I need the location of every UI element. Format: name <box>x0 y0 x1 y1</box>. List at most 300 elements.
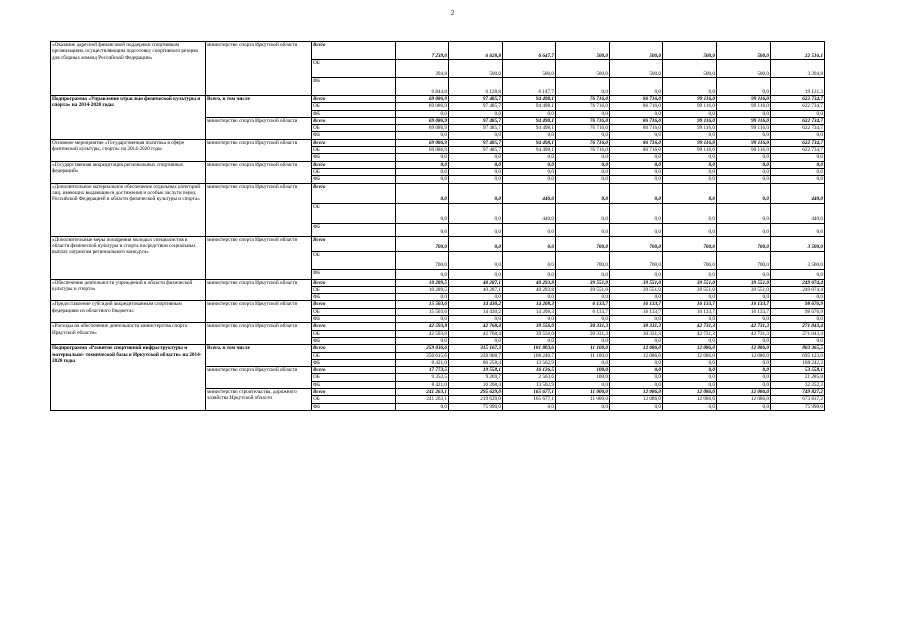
amount-cell: 0,0 <box>663 359 717 366</box>
amount-cell: 39 551,0 <box>610 286 663 293</box>
amount-cell: 6 628,8 <box>449 42 503 60</box>
amount-cell: 99 116,0 <box>663 125 717 132</box>
amount-cell: 30 331,3 <box>556 330 610 337</box>
amount-cell: 0,0 <box>610 223 663 236</box>
amount-cell: 0,0 <box>717 337 771 344</box>
funding-source: Всего <box>312 96 396 103</box>
amount-cell: 39 551,0 <box>717 279 771 286</box>
amount-cell: 0,0 <box>556 168 610 175</box>
amount-cell: 97 485,7 <box>449 147 503 154</box>
amount-cell: 15 503,6 <box>396 301 449 308</box>
amount-cell: 0,0 <box>771 161 825 168</box>
funding-source: ФБ <box>312 316 396 323</box>
amount-cell: 0,0 <box>717 110 771 117</box>
amount-cell: 0,0 <box>663 176 717 183</box>
amount-cell: 94 498,1 <box>503 117 556 124</box>
amount-cell: 0,0 <box>663 367 717 374</box>
amount-cell: 0,0 <box>663 183 717 203</box>
executor: министерство спорта Иркутской области <box>206 236 312 279</box>
amount-cell: 0,0 <box>396 337 449 344</box>
amount-cell: 622 734,7 <box>771 103 825 110</box>
amount-cell: 39 551,0 <box>556 279 610 286</box>
amount-cell: 7 239,0 <box>396 42 449 60</box>
amount-cell: 12 086,0 <box>717 352 771 359</box>
amount-cell: 0,0 <box>556 161 610 168</box>
amount-cell: 700,0 <box>556 251 610 269</box>
amount-cell: 0,0 <box>771 132 825 139</box>
amount-cell: 6 133,7 <box>556 301 610 308</box>
amount-cell: 12 086,0 <box>610 389 663 396</box>
amount-cell: 97 485,7 <box>449 96 503 103</box>
amount-cell: 0,0 <box>556 269 610 279</box>
amount-cell: 0,0 <box>503 154 556 161</box>
amount-cell: 21 285,8 <box>771 374 825 381</box>
amount-cell: 69 086,9 <box>396 139 449 146</box>
amount-cell: 0,0 <box>717 381 771 388</box>
amount-cell: 16 133,7 <box>610 308 663 315</box>
amount-cell: 0,0 <box>396 132 449 139</box>
budget-table <box>50 41 825 411</box>
amount-cell: 249 074,4 <box>771 279 825 286</box>
row-name: «Дополнительное материальное обеспечение отдельных категорий лиц, имеющих выдающиеся достижения и особые заслуги перед Российской Федерацией в области физической культуры и спорта» <box>51 183 206 236</box>
amount-cell: 0,0 <box>717 403 771 410</box>
funding-source: ФБ <box>312 337 396 344</box>
amount-cell: 42 731,3 <box>717 330 771 337</box>
amount-cell: 40 287,1 <box>449 286 503 293</box>
executor: министерство спорта Иркутской области <box>206 183 312 236</box>
amount-cell: 700,0 <box>610 236 663 251</box>
funding-source: ОБ <box>312 352 396 359</box>
executor: Всего, в том числе <box>206 345 312 367</box>
amount-cell: 32 252,3 <box>771 381 825 388</box>
row-name: «Оказание адресной финансовой поддержки спортивным организациям, осуществляющим подготовку спортивного резерва для сборных команд Российской Федерации» <box>51 42 206 96</box>
amount-cell: 42 593,8 <box>396 323 449 330</box>
funding-source: ФБ <box>312 132 396 139</box>
row-name: «Предоставление субсидий аккредитованным спортивным федерациям из областного бюджета» <box>51 301 206 323</box>
funding-source: Всего <box>312 389 396 396</box>
amount-cell: 15 503,6 <box>396 308 449 315</box>
amount-cell: 22 516,1 <box>771 42 825 60</box>
funding-source: Всего <box>312 139 396 146</box>
amount-cell: 700,0 <box>396 251 449 269</box>
amount-cell: 39 551,0 <box>663 279 717 286</box>
funding-source: ФБ <box>312 110 396 117</box>
amount-cell: 16 133,7 <box>717 301 771 308</box>
funding-source: ФБ <box>312 403 396 410</box>
amount-cell: 19 121,3 <box>771 78 825 96</box>
amount-cell: 0,0 <box>556 183 610 203</box>
amount-cell: 0,0 <box>717 359 771 366</box>
amount-cell: 0,0 <box>610 381 663 388</box>
amount-cell: 0,0 <box>717 78 771 96</box>
amount-cell: 86 716,0 <box>610 125 663 132</box>
amount-cell: 0,0 <box>717 203 771 223</box>
amount-cell: 0,0 <box>610 337 663 344</box>
table-row <box>51 42 825 60</box>
executor: министерство спорта Иркутской области <box>206 279 312 301</box>
amount-cell: 295 629,0 <box>449 389 503 396</box>
amount-cell: 0,0 <box>610 374 663 381</box>
amount-cell: 500,0 <box>717 42 771 60</box>
amount-cell: 69 086,9 <box>396 117 449 124</box>
amount-cell: 11 100,0 <box>556 352 610 359</box>
amount-cell: 42 731,3 <box>663 323 717 330</box>
amount-cell: 86 716,0 <box>610 139 663 146</box>
amount-cell: 99 116,0 <box>663 139 717 146</box>
amount-cell: 94 498,1 <box>503 96 556 103</box>
amount-cell: 6 844,8 <box>396 78 449 96</box>
amount-cell: 249 074,4 <box>771 286 825 293</box>
table-row <box>51 183 825 203</box>
amount-cell: 12 086,0 <box>610 345 663 352</box>
amount-cell: 228 908,7 <box>449 352 503 359</box>
funding-source: ОБ <box>312 286 396 293</box>
amount-cell: 76 716,0 <box>556 125 610 132</box>
amount-cell: 100,0 <box>556 374 610 381</box>
amount-cell: 0,0 <box>717 132 771 139</box>
amount-cell: 440,0 <box>503 203 556 223</box>
amount-cell: 13 562,9 <box>503 381 556 388</box>
amount-cell: 0,0 <box>503 294 556 301</box>
amount-cell: 500,0 <box>663 60 717 78</box>
amount-cell: 30 331,3 <box>556 323 610 330</box>
amount-cell: 75 990,0 <box>771 403 825 410</box>
amount-cell: 42 768,4 <box>449 330 503 337</box>
amount-cell: 0,0 <box>503 251 556 269</box>
row-name: Подпрограмма «Управление отраслью физической культуры и спорта» на 2014-2020 годы <box>51 96 206 140</box>
amount-cell: 0,0 <box>556 110 610 117</box>
amount-cell: 0,0 <box>396 183 449 203</box>
executor: министерство спорта Иркутской области <box>206 367 312 389</box>
amount-cell: 700,0 <box>663 236 717 251</box>
amount-cell: 0,0 <box>610 269 663 279</box>
amount-cell: 0,0 <box>663 154 717 161</box>
row-name: «Дополнительные меры поощрения молодых специалистов в области физической культуры и спорта посредством социальных выплат лауреатам регионального конкурса» <box>51 236 206 279</box>
amount-cell: 0,0 <box>396 316 449 323</box>
amount-cell: 75 990,0 <box>449 403 503 410</box>
amount-cell: 700,0 <box>663 251 717 269</box>
amount-cell: 6 647,7 <box>503 42 556 60</box>
amount-cell: 271 043,4 <box>771 330 825 337</box>
table-row <box>51 139 825 146</box>
amount-cell: 14 430,2 <box>449 301 503 308</box>
amount-cell: 0,0 <box>663 110 717 117</box>
amount-cell: 0,0 <box>610 183 663 203</box>
funding-source: ФБ <box>312 269 396 279</box>
amount-cell: 0,0 <box>503 223 556 236</box>
amount-cell: 0,0 <box>449 161 503 168</box>
amount-cell: 700,0 <box>396 236 449 251</box>
amount-cell: 500,0 <box>663 42 717 60</box>
amount-cell: 0,0 <box>771 223 825 236</box>
amount-cell: 241 263,1 <box>396 396 449 403</box>
amount-cell: 3 394,8 <box>771 60 825 78</box>
amount-cell: 39 551,0 <box>610 279 663 286</box>
amount-cell: 0,0 <box>610 359 663 366</box>
amount-cell: 165 677,1 <box>503 396 556 403</box>
amount-cell: 500,0 <box>556 60 610 78</box>
funding-source: ФБ <box>312 78 396 96</box>
amount-cell: 0,0 <box>717 161 771 168</box>
amount-cell: 10 289,5 <box>396 279 449 286</box>
amount-cell: 0,0 <box>771 269 825 279</box>
amount-cell: 0,0 <box>610 132 663 139</box>
amount-cell: 0,0 <box>396 154 449 161</box>
amount-cell: 0,0 <box>556 337 610 344</box>
amount-cell: 500,0 <box>717 60 771 78</box>
amount-cell: 97 485,7 <box>449 125 503 132</box>
amount-cell: 97 485,7 <box>449 139 503 146</box>
table-row <box>51 161 825 168</box>
amount-cell: 0,0 <box>717 176 771 183</box>
amount-cell: 69 086,9 <box>396 147 449 154</box>
funding-source: ФБ <box>312 359 396 366</box>
amount-cell: 3 500,0 <box>771 251 825 269</box>
amount-cell: 14 430,2 <box>449 308 503 315</box>
amount-cell: 98 676,9 <box>771 308 825 315</box>
funding-source: ОБ <box>312 125 396 132</box>
amount-cell: 0,0 <box>717 316 771 323</box>
amount-cell: 99 116,0 <box>717 147 771 154</box>
amount-cell: 39 551,0 <box>717 286 771 293</box>
amount-cell: 40 293,8 <box>503 286 556 293</box>
row-name: «Государственная аккредитация региональных спортивных федераций» <box>51 161 206 183</box>
amount-cell: 94 498,1 <box>503 125 556 132</box>
amount-cell: 0,0 <box>556 176 610 183</box>
amount-cell: 0,0 <box>556 294 610 301</box>
amount-cell: 42 593,8 <box>396 330 449 337</box>
amount-cell: 0,0 <box>449 168 503 175</box>
amount-cell: 42 731,3 <box>717 323 771 330</box>
amount-cell: 30 331,3 <box>610 330 663 337</box>
amount-cell: 271 043,4 <box>771 323 825 330</box>
amount-cell: 16 133,7 <box>663 308 717 315</box>
executor: министерство спорта Иркутской области <box>206 323 312 345</box>
amount-cell: 0,0 <box>449 236 503 251</box>
amount-cell: 803 365,5 <box>771 345 825 352</box>
table-row <box>51 236 825 251</box>
funding-source: ФБ <box>312 154 396 161</box>
amount-cell: 30 331,3 <box>610 323 663 330</box>
funding-source: ОБ <box>312 168 396 175</box>
amount-cell: 0,0 <box>663 269 717 279</box>
amount-cell: 0,0 <box>503 337 556 344</box>
amount-cell: 0,0 <box>610 161 663 168</box>
amount-cell: 0,0 <box>396 203 449 223</box>
amount-cell: 0,0 <box>717 294 771 301</box>
funding-source: ФБ <box>312 223 396 236</box>
amount-cell: 13 562,9 <box>503 359 556 366</box>
funding-source: Всего <box>312 42 396 60</box>
amount-cell: 94 498,1 <box>503 139 556 146</box>
amount-cell: 0,0 <box>663 168 717 175</box>
funding-source: ОБ <box>312 396 396 403</box>
funding-source: ОБ <box>312 330 396 337</box>
amount-cell: 500,0 <box>610 60 663 78</box>
amount-cell: 0,0 <box>610 403 663 410</box>
amount-cell: 10 268,4 <box>449 381 503 388</box>
amount-cell: 0,0 <box>771 294 825 301</box>
amount-cell: 94 498,1 <box>503 147 556 154</box>
amount-cell: 0,0 <box>556 359 610 366</box>
amount-cell: 622 734,7 <box>771 117 825 124</box>
amount-cell: 0,0 <box>771 176 825 183</box>
amount-cell: 86 716,0 <box>610 103 663 110</box>
amount-cell: 440,0 <box>771 203 825 223</box>
amount-cell: 0,0 <box>503 110 556 117</box>
funding-source: Всего <box>312 183 396 203</box>
funding-source: ФБ <box>312 381 396 388</box>
amount-cell: 0,0 <box>663 374 717 381</box>
amount-cell: 11 000,0 <box>556 396 610 403</box>
amount-cell: 76 716,0 <box>556 96 610 103</box>
table-row <box>51 96 825 103</box>
amount-cell: 0,0 <box>663 403 717 410</box>
executor: министерство спорта Иркутской области <box>206 117 312 139</box>
amount-cell: 69 086,9 <box>396 96 449 103</box>
amount-cell: 0,0 <box>556 316 610 323</box>
funding-source: Всего <box>312 279 396 286</box>
amount-cell: 0,0 <box>503 161 556 168</box>
executor: министерство спорта Иркутской области <box>206 301 312 323</box>
amount-cell: 219 639,0 <box>449 396 503 403</box>
amount-cell: 12 086,0 <box>610 352 663 359</box>
amount-cell: 0,0 <box>449 154 503 161</box>
amount-cell: 12 086,0 <box>717 389 771 396</box>
amount-cell: 99 116,0 <box>717 125 771 132</box>
amount-cell: 40 293,8 <box>503 279 556 286</box>
amount-cell: 6 133,7 <box>556 308 610 315</box>
amount-cell: 695 123,0 <box>771 352 825 359</box>
row-name: Подпрограмма «Развитие спортивной инфраструктуры и материально- технической базы в Иркутской области» на 2014-2020 годы <box>51 345 206 411</box>
table-row <box>51 279 825 286</box>
amount-cell: 259 036,6 <box>396 345 449 352</box>
amount-cell: 241 263,1 <box>396 389 449 396</box>
amount-cell: 6 128,8 <box>449 78 503 96</box>
amount-cell: 0,0 <box>771 316 825 323</box>
funding-source: Всего <box>312 161 396 168</box>
funding-source: Всего <box>312 117 396 124</box>
amount-cell: 0,0 <box>449 110 503 117</box>
amount-cell: 3 500,0 <box>771 236 825 251</box>
amount-cell: 0,0 <box>396 176 449 183</box>
amount-cell: 0,0 <box>663 223 717 236</box>
amount-cell: 100,0 <box>556 367 610 374</box>
amount-cell: 0,0 <box>610 203 663 223</box>
funding-source: Всего <box>312 345 396 352</box>
executor: Всего, в том числе <box>206 96 312 118</box>
amount-cell: 622 734,7 <box>771 139 825 146</box>
amount-cell: 0,0 <box>503 236 556 251</box>
amount-cell: 40 287,1 <box>449 279 503 286</box>
amount-cell: 0,0 <box>663 132 717 139</box>
amount-cell: 0,0 <box>503 403 556 410</box>
amount-cell: 0,0 <box>396 110 449 117</box>
amount-cell: 749 827,2 <box>771 389 825 396</box>
amount-cell: 99 116,0 <box>717 117 771 124</box>
amount-cell: 99 116,0 <box>717 103 771 110</box>
amount-cell: 700,0 <box>717 251 771 269</box>
amount-cell: 0,0 <box>771 154 825 161</box>
amount-cell: 500,0 <box>503 60 556 78</box>
amount-cell: 69 086,9 <box>396 125 449 132</box>
funding-source: ОБ <box>312 147 396 154</box>
amount-cell: 99 116,0 <box>663 117 717 124</box>
amount-cell: 0,0 <box>556 223 610 236</box>
amount-cell: 39 556,0 <box>503 323 556 330</box>
funding-source: ФБ <box>312 176 396 183</box>
amount-cell: 12 086,0 <box>610 396 663 403</box>
amount-cell: 0,0 <box>717 223 771 236</box>
amount-cell: 16 133,7 <box>663 301 717 308</box>
amount-cell: 0,0 <box>396 168 449 175</box>
amount-cell: 6 147,7 <box>503 78 556 96</box>
funding-source: ОБ <box>312 60 396 78</box>
amount-cell: 0,0 <box>556 203 610 223</box>
amount-cell: 17 773,5 <box>396 367 449 374</box>
executor: министерство спорта Иркутской области <box>206 161 312 183</box>
amount-cell: 9 269,7 <box>449 374 503 381</box>
page-number: 2 <box>450 9 455 17</box>
amount-cell: 86 716,0 <box>610 147 663 154</box>
amount-cell: 14 208,3 <box>503 301 556 308</box>
table-row <box>51 323 825 330</box>
amount-cell: 622 734,7 <box>771 96 825 103</box>
amount-cell: 0,0 <box>449 316 503 323</box>
amount-cell: 0,0 <box>503 168 556 175</box>
amount-cell: 0,0 <box>449 294 503 301</box>
amount-cell: 0,0 <box>610 154 663 161</box>
amount-cell: 0,0 <box>663 381 717 388</box>
amount-cell: 9 352,5 <box>396 374 449 381</box>
amount-cell: 42 731,3 <box>663 330 717 337</box>
amount-cell: 76 716,0 <box>556 103 610 110</box>
amount-cell: 12 086,0 <box>663 352 717 359</box>
amount-cell: 19 558,1 <box>449 367 503 374</box>
amount-cell: 0,0 <box>449 183 503 203</box>
amount-cell: 99 116,0 <box>663 147 717 154</box>
amount-cell: 673 837,2 <box>771 396 825 403</box>
amount-cell: 86 258,4 <box>449 359 503 366</box>
amount-cell: 39 551,0 <box>556 286 610 293</box>
budget-table-body <box>51 42 825 411</box>
amount-cell: 700,0 <box>610 251 663 269</box>
funding-source: ОБ <box>312 251 396 269</box>
amount-cell: 0,0 <box>717 168 771 175</box>
amount-cell: 11 100,0 <box>556 345 610 352</box>
table-row <box>51 345 825 352</box>
amount-cell: 0,0 <box>610 367 663 374</box>
amount-cell: 0,0 <box>717 183 771 203</box>
amount-cell: 99 116,0 <box>717 139 771 146</box>
amount-cell: 0,0 <box>663 78 717 96</box>
amount-cell: 0,0 <box>771 168 825 175</box>
funding-source: Всего <box>312 323 396 330</box>
amount-cell: 16 133,7 <box>717 308 771 315</box>
amount-cell: 0,0 <box>610 294 663 301</box>
amount-cell: 12 086,0 <box>663 345 717 352</box>
amount-cell: 700,0 <box>717 236 771 251</box>
amount-cell: 16 126,5 <box>503 367 556 374</box>
amount-cell: 16 133,7 <box>610 301 663 308</box>
amount-cell: 76 716,0 <box>556 139 610 146</box>
amount-cell: 0,0 <box>449 337 503 344</box>
amount-cell: 0,0 <box>396 161 449 168</box>
amount-cell: 76 716,0 <box>556 147 610 154</box>
amount-cell: 98 676,9 <box>771 301 825 308</box>
amount-cell: 53 558,1 <box>771 367 825 374</box>
amount-cell: 12 086,0 <box>717 345 771 352</box>
